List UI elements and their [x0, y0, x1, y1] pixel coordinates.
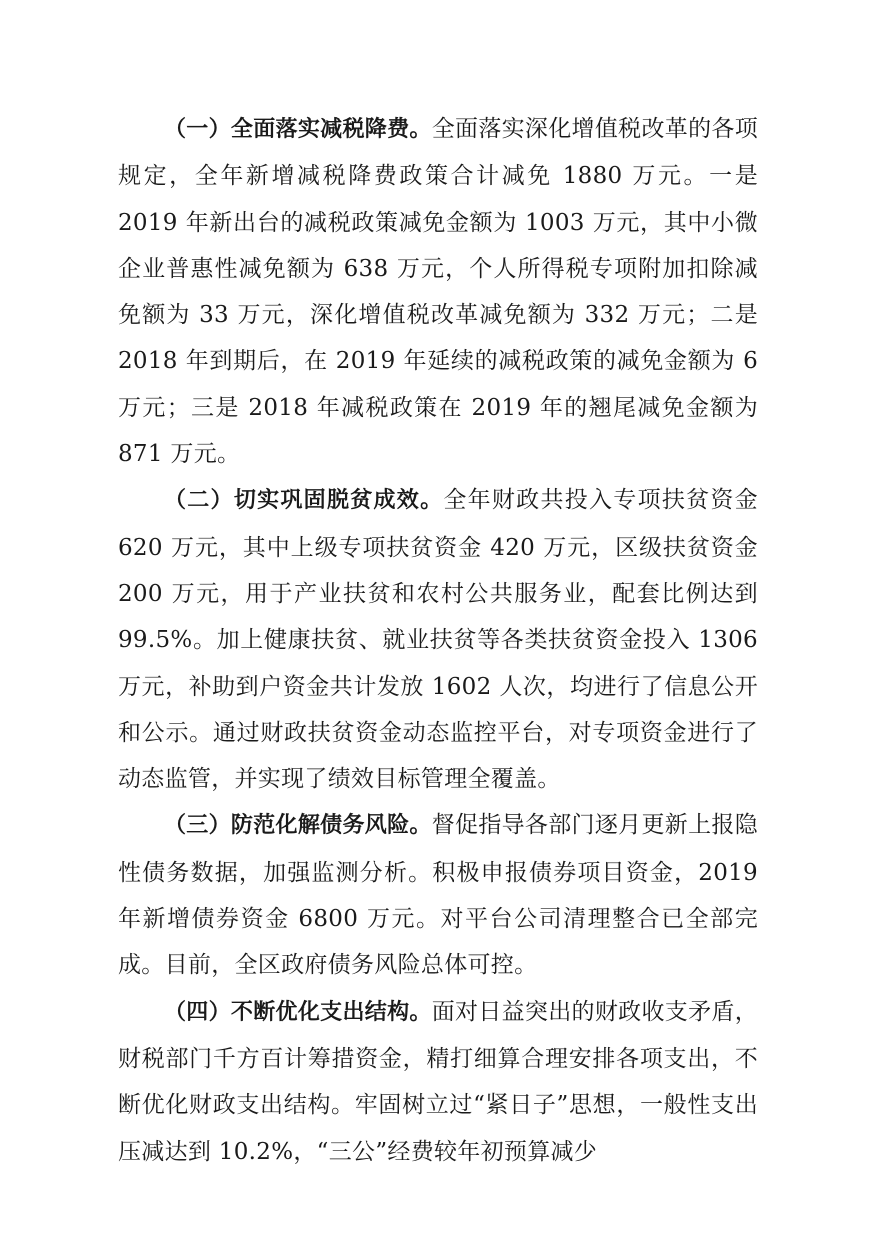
- section-3-paragraph: [118, 802, 758, 988]
- section-1-body: 全面落实深化增值税改革的各项规定，全年新增减税降费政策合计减免 1880 万元。一是 2019 年新出台的减税政策减免金额为 1003 万元，其中小微企业普惠性减免额为 638 万元，个人所得税专项附加扣除减免额为 33 万元，深化增值税改革减免额为 332 万元；二是 2018 年到期后，在 2019 年延续的减税政策的减免金额为 6 万元；三是 2018 年减税政策在 2019 年的翘尾减免金额为 871 万元。: [118, 116, 759, 468]
- section-1-paragraph: [118, 106, 758, 477]
- section-4-paragraph: [118, 989, 758, 1175]
- section-4-heading: （四）不断优化支出结构。: [164, 999, 432, 1025]
- section-2-body: 全年财政共投入专项扶贫资金 620 万元，其中上级专项扶贫资金 420 万元，区级扶贫资金 200 万元，用于产业扶贫和农村公共服务业，配套比例达到 99.5%。加上健康扶贫、就业扶贫等各类扶贫资金投入 1306 万元，补助到户资金共计发放 1602 人次，均进行了信息公开和公示。通过财政扶贫资金动态监控平台，对专项资金进行了动态监管，并实现了绩效目标管理全覆盖。: [118, 487, 758, 793]
- section-3-body: 督促指导各部门逐月更新上报隐性债务数据，加强监测分析。积极申报债券项目资金，2019 年新增债券资金 6800 万元。对平台公司清理整合已全部完成。目前，全区政府债务风险总体可控。: [118, 812, 759, 979]
- section-2-paragraph: [118, 477, 758, 802]
- section-4-body: 面对日益突出的财政收支矛盾，财税部门千方百计筹措资金，精打细算合理安排各项支出，不断优化财政支出结构。牢固树立过“紧日子”思想，一般性支出压减达到 10.2%，“三公”经费较年初预算减少: [118, 998, 759, 1165]
- document-page: [118, 106, 758, 1175]
- section-2-heading: （二）切实巩固脱贫成效。: [164, 488, 444, 514]
- section-1-heading: （一）全面落实减税降费。: [164, 117, 432, 142]
- section-3-heading: （三）防范化解债务风险。: [164, 813, 432, 839]
